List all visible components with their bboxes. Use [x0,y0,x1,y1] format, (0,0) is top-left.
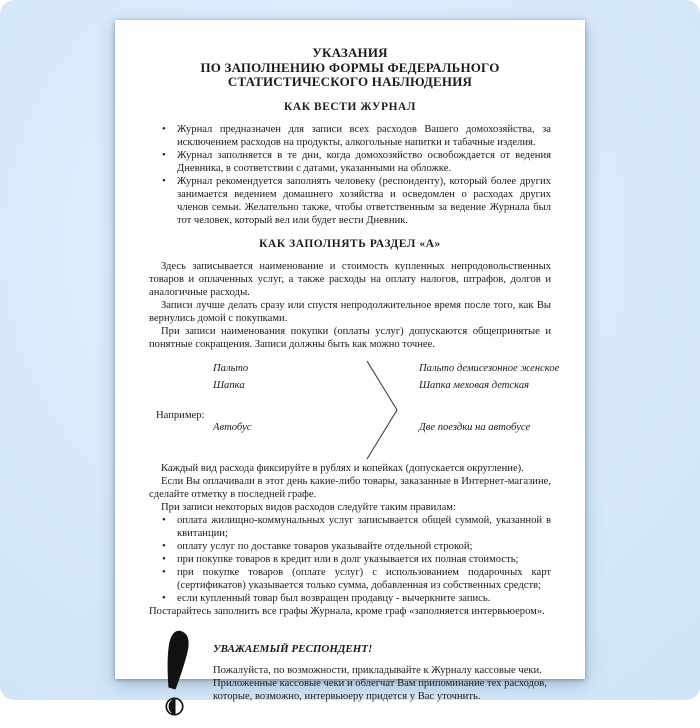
paragraph: Каждый вид расхода фиксируйте в рублях и копейках (допускается округление). [161,462,524,474]
page-title-line: УКАЗАНИЯ [312,45,388,60]
paragraph: Если Вы оплачивали в этот день какие-либо товары, заказанные в Интернет-магазине, сделайте отметку в последней графе. [149,475,551,500]
paragraph: При записи наименования покупки (оплаты услуг) допускаются общепринятые и понятные сокращения. Записи должны быть как можно точнее. [149,325,551,350]
example-full-entry: Шапка меховая детская [419,379,530,391]
list-item: • при покупке товаров в кредит или в долг указывается их полная стоимость; [149,553,551,566]
page-title-line: ПО ЗАПОЛНЕНИЮ ФОРМЫ ФЕДЕРАЛЬНОГО [200,59,500,75]
respondent-note [149,632,551,724]
section-a-intro [149,260,551,351]
paragraph: Записи лучше делать сразу или спустя непродолжительное время после того, как Вы вернулись домой с покупками. [149,299,551,324]
example-short-entry: Автобус [213,421,252,433]
document-page [115,20,585,702]
chevron-right-icon [365,359,399,461]
paragraph: Здесь записывается наименование и стоимость купленных непродовольственных товаров и оплаченных услуг, а также расходы на оплату налогов, штрафов, долгов и аналогичные расходы. [149,260,551,298]
list-item: • Журнал заполняется в те дни, когда домохозяйство освобождается от ведения Дневника, в соответствии с датами, указанными на обложке. [149,149,551,175]
example-short-entry: Пальто [213,362,249,374]
closing-line: Постарайтесь заполнить все графы Журнала, кроме граф «заполняется интервьюером». [149,605,545,617]
example-full-entry: Две поездки на автобусе [419,421,531,433]
section-heading-keep-journal: КАК ВЕСТИ ЖУРНАЛ [284,100,416,113]
recording-rules-list [149,514,551,605]
page-content [149,45,560,702]
example-full-entry: Пальто демисезонное женское [419,362,560,374]
rules-intro: При записи некоторых видов расходов следуйте таким правилам: [161,501,456,513]
list-item: • оплату услуг по доставке товаров указывайте отдельной строкой; [149,540,551,553]
example-label: Например: [156,409,205,421]
list-item: • Журнал рекомендуется заполнять человеку (респонденту), который более других занимается ведением домашнего хозяйства и осведомлен о расходах других членов семьи. Желательно также, чтобы ответственным за ведение Журнала был тот человек, который вел или будет вести Дневник. [149,175,551,227]
list-item: • если купленный товар был возвращен продавцу - вычеркните запись. [149,592,551,605]
respondent-note-line: Приложенные кассовые чеки и облегчат Вам припоминание тех расходов, которые, возможно, интервьюеру придется у Вас уточнить. [213,677,547,702]
list-item: • оплата жилищно-коммунальных услуг записывается общей суммой, указанной в квитанции; [149,514,551,540]
respondent-note-heading: УВАЖАЕМЫЙ РЕСПОНДЕНТ! [213,642,373,655]
respondent-note-text [213,632,551,724]
section-heading-section-a: КАК ЗАПОЛНЯТЬ РАЗДЕЛ «А» [259,237,441,250]
page-title [149,46,551,90]
list-item: • Журнал предназначен для записи всех расходов Вашего домохозяйства, за исключением расходов на продукты, алкогольные напитки и табачные изделия. [149,123,551,149]
exclamation-icon [159,630,193,724]
page-title-line: СТАТИСТИЧЕСКОГО НАБЛЮДЕНИЯ [227,74,473,89]
example-short-entry: Шапка [213,379,245,391]
respondent-note-line: Пожалуйста, по возможности, прикладывайте к Журналу кассовые чеки. [213,664,542,676]
journal-rules-list [149,123,551,227]
example-diagram [149,359,560,462]
list-item: • при покупке товаров (оплате услуг) с использованием подарочных карт (сертификатов) указывается только сумма, добавленная из собственных средств; [149,566,551,592]
